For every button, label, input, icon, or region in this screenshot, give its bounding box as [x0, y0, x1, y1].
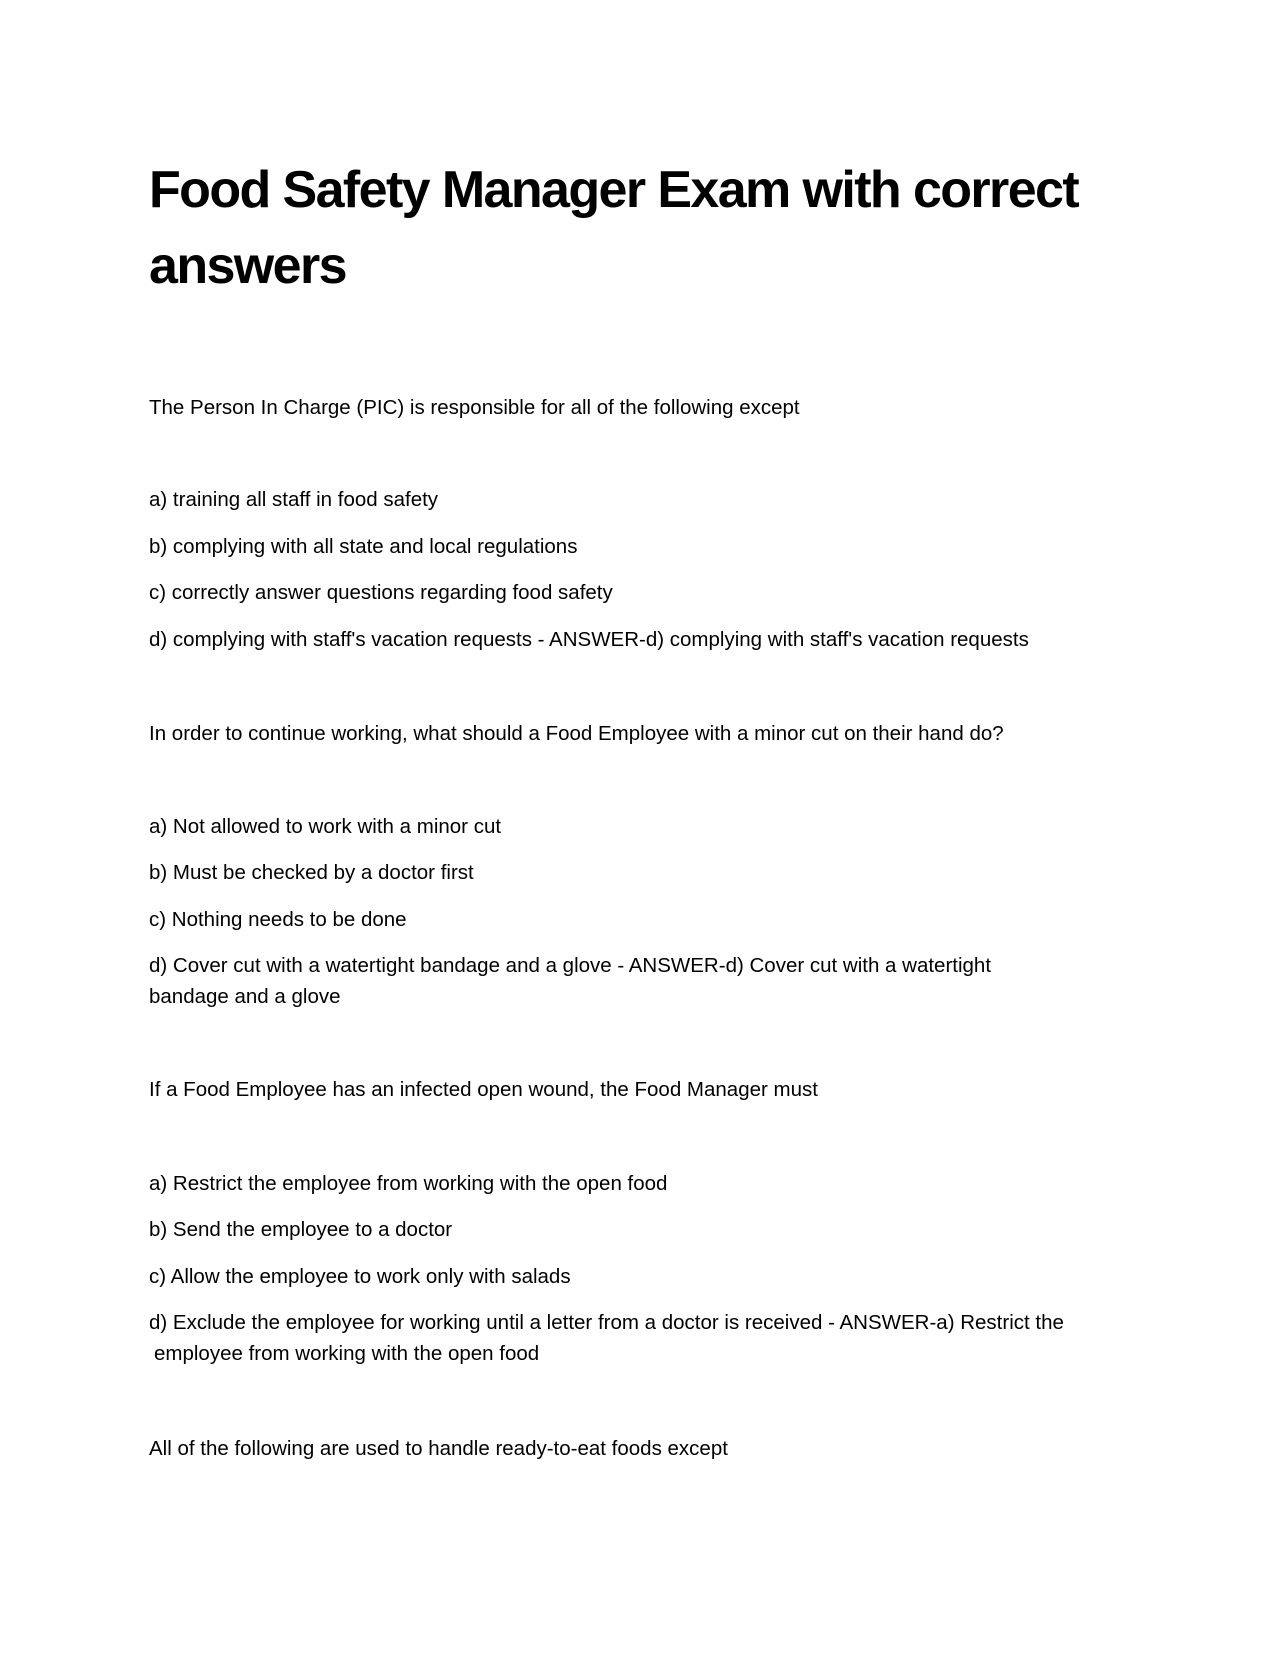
question-2-option-a: a) Not allowed to work with a minor cut [149, 815, 502, 838]
question-2-option-b: b) Must be checked by a doctor first [149, 861, 474, 884]
question-3-option-c: c) Allow the employee to work only with salads [149, 1265, 571, 1288]
document-title: Food Safety Manager Exam with correct answers [149, 161, 1079, 295]
question-1-option-c: c) correctly answer questions regarding food safety [149, 581, 613, 604]
question-3-text: If a Food Employee has an infected open wound, the Food Manager must [149, 1078, 818, 1101]
question-2-option-c: c) Nothing needs to be done [149, 908, 407, 931]
question-3-option-b: b) Send the employee to a doctor [149, 1218, 453, 1241]
question-1-option-d-answer: d) complying with staff's vacation requests - ANSWER-d) complying with staff's vacation requests [149, 628, 1029, 651]
question-1-option-a: a) training all staff in food safety [149, 488, 439, 511]
question-2-option-d-answer: d) Cover cut with a watertight bandage and a glove - ANSWER-d) Cover cut with a watertight bandage and a glove [149, 954, 992, 1008]
question-2-text: In order to continue working, what should a Food Employee with a minor cut on their hand do? [149, 722, 1004, 745]
question-3-option-d-answer: d) Exclude the employee for working until a letter from a doctor is received - ANSWER-a) Restrict the [149, 1311, 1064, 1334]
question-3-option-a: a) Restrict the employee from working with the open food [149, 1172, 668, 1195]
question-1-text: The Person In Charge (PIC) is responsible for all of the following except [149, 396, 800, 419]
question-4-text: All of the following are used to handle ready-to-eat foods except [149, 1437, 728, 1460]
question-3-option-d-answer-continued: employee from working with the open food [154, 1342, 540, 1365]
question-1-option-b: b) complying with all state and local regulations [149, 535, 578, 558]
